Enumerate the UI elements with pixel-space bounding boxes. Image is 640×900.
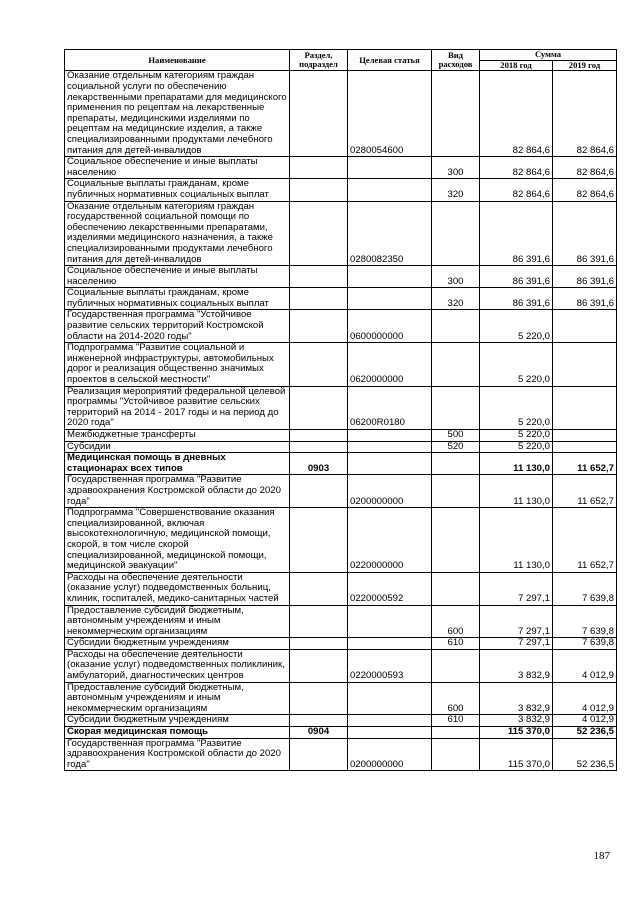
row-name: Предоставление субсидий бюджетным, автономным учреждениям и иным некоммерческим организациям — [65, 682, 290, 715]
header-target: Целевая статья — [348, 50, 432, 71]
table-row — [65, 453, 617, 475]
row-expense-type — [432, 572, 480, 605]
row-expense-type: 320 — [432, 288, 480, 310]
row-expense-type: 300 — [432, 157, 480, 179]
row-sum-2019: 86 391,6 — [553, 266, 617, 288]
row-target-article — [348, 715, 432, 727]
row-section — [290, 715, 348, 727]
row-sum-2018: 5 220,0 — [480, 310, 553, 343]
table-row — [65, 682, 617, 715]
row-sum-2019: 86 391,6 — [553, 201, 617, 266]
table-row — [65, 572, 617, 605]
row-section — [290, 201, 348, 266]
table-row — [65, 475, 617, 508]
row-expense-type — [432, 386, 480, 429]
row-section — [290, 179, 348, 201]
table-row — [65, 649, 617, 682]
table-row — [65, 638, 617, 650]
header-name: Наименование — [65, 50, 290, 71]
row-expense-type — [432, 649, 480, 682]
row-sum-2018: 11 130,0 — [480, 475, 553, 508]
row-sum-2018: 3 832,9 — [480, 649, 553, 682]
row-section — [290, 266, 348, 288]
row-expense-type — [432, 453, 480, 475]
row-sum-2019: 4 012,9 — [553, 682, 617, 715]
row-sum-2019 — [553, 310, 617, 343]
row-sum-2019: 82 864,6 — [553, 157, 617, 179]
row-expense-type — [432, 71, 480, 157]
table-row — [65, 71, 617, 157]
row-section — [290, 738, 348, 771]
row-sum-2018: 3 832,9 — [480, 715, 553, 727]
row-sum-2019: 52 236,5 — [553, 738, 617, 771]
row-name: Расходы на обеспечение деятельности (оказание услуг) подведомственных поликлиник, амбулаторий, диагностических центров — [65, 649, 290, 682]
table-row — [65, 179, 617, 201]
row-sum-2018: 115 370,0 — [480, 727, 553, 739]
row-sum-2019: 4 012,9 — [553, 715, 617, 727]
row-expense-type — [432, 727, 480, 739]
row-sum-2018: 3 832,9 — [480, 682, 553, 715]
row-name: Оказание отдельным категориям граждан государственной социальной помощи по обеспечению лекарственными препаратами, изделиями медицинского назначения, а также специализированными продуктами лечебного питания для детей-инвалидов — [65, 201, 290, 266]
row-section — [290, 649, 348, 682]
row-name: Скорая медицинская помощь — [65, 727, 290, 739]
row-section — [290, 386, 348, 429]
header-type: Вид расходов — [432, 50, 480, 71]
table-row — [65, 430, 617, 442]
row-section — [290, 430, 348, 442]
row-name: Социальное обеспечение и иные выплаты населению — [65, 266, 290, 288]
row-sum-2019: 11 652,7 — [553, 453, 617, 475]
row-target-article — [348, 288, 432, 310]
row-section — [290, 572, 348, 605]
row-sum-2018: 7 297,1 — [480, 605, 553, 638]
row-name: Субсидии бюджетным учреждениям — [65, 715, 290, 727]
row-target-article — [348, 727, 432, 739]
row-expense-type: 610 — [432, 638, 480, 650]
row-target-article: 0220000593 — [348, 649, 432, 682]
row-section — [290, 508, 348, 573]
row-name: Оказание отдельным категориям граждан социальной услуги по обеспечению лекарственными препаратами для медицинского применения по рецептам на лекарственные препараты, медицинскими изделиями по рецептам на медицинские изделия, а также специализированными продуктами лечебного питания для детей-инвалидов — [65, 71, 290, 157]
row-target-article: 0220000592 — [348, 572, 432, 605]
row-section: 0904 — [290, 727, 348, 739]
row-target-article — [348, 157, 432, 179]
row-sum-2018: 7 297,1 — [480, 638, 553, 650]
row-name: Подпрограмма "Совершенствование оказания специализированной, включая высокотехнологичную, медицинской помощи, скорой, в том числе скорой специализированной, медицинской помощи, медицинской эвакуации" — [65, 508, 290, 573]
row-expense-type — [432, 201, 480, 266]
row-target-article: 0600000000 — [348, 310, 432, 343]
row-expense-type — [432, 738, 480, 771]
row-name: Подпрограмма "Развитие социальной и инженерной инфраструктуры, автомобильных дорог и реализация общественно значимых проектов в сельской местности" — [65, 343, 290, 386]
row-expense-type: 600 — [432, 605, 480, 638]
row-target-article — [348, 266, 432, 288]
row-section: 0903 — [290, 453, 348, 475]
row-name: Субсидии — [65, 441, 290, 453]
table-row — [65, 288, 617, 310]
table-row — [65, 441, 617, 453]
row-target-article: 0200000000 — [348, 738, 432, 771]
row-expense-type: 320 — [432, 179, 480, 201]
row-name: Медицинская помощь в дневных стационарах всех типов — [65, 453, 290, 475]
budget-table — [64, 49, 617, 771]
row-sum-2018: 5 220,0 — [480, 430, 553, 442]
header-section: Раздел, подраздел — [290, 50, 348, 71]
row-target-article: 0220000000 — [348, 508, 432, 573]
row-section — [290, 475, 348, 508]
row-target-article: 0280054600 — [348, 71, 432, 157]
row-sum-2019: 4 012,9 — [553, 649, 617, 682]
row-name: Государственная программа "Развитие здравоохранения Костромской области до 2020 года" — [65, 475, 290, 508]
table-row — [65, 343, 617, 386]
row-sum-2018: 5 220,0 — [480, 343, 553, 386]
row-sum-2019: 86 391,6 — [553, 288, 617, 310]
row-target-article — [348, 638, 432, 650]
row-expense-type: 610 — [432, 715, 480, 727]
row-sum-2019: 82 864,6 — [553, 179, 617, 201]
table-row — [65, 605, 617, 638]
row-expense-type: 600 — [432, 682, 480, 715]
row-sum-2019 — [553, 386, 617, 429]
row-name: Расходы на обеспечение деятельности (оказание услуг) подведомственных больниц, клиник, госпиталей, медико-санитарных частей — [65, 572, 290, 605]
table-row — [65, 266, 617, 288]
row-target-article: 0620000000 — [348, 343, 432, 386]
row-expense-type — [432, 310, 480, 343]
row-section — [290, 71, 348, 157]
row-target-article — [348, 605, 432, 638]
table-row — [65, 727, 617, 739]
row-sum-2019: 11 652,7 — [553, 508, 617, 573]
row-sum-2018: 86 391,6 — [480, 288, 553, 310]
row-target-article — [348, 430, 432, 442]
row-name: Государственная программа "Устойчивое развитие сельских территорий Костромской области на 2014-2020 годы" — [65, 310, 290, 343]
row-section — [290, 288, 348, 310]
row-expense-type: 520 — [432, 441, 480, 453]
row-section — [290, 441, 348, 453]
row-target-article: 0280082350 — [348, 201, 432, 266]
table-row — [65, 386, 617, 429]
row-section — [290, 638, 348, 650]
row-section — [290, 157, 348, 179]
table-row — [65, 715, 617, 727]
row-name: Социальные выплаты гражданам, кроме публичных нормативных социальных выплат — [65, 179, 290, 201]
row-sum-2018: 11 130,0 — [480, 508, 553, 573]
row-sum-2018: 115 370,0 — [480, 738, 553, 771]
header-year-2019: 2019 год — [553, 61, 617, 71]
row-sum-2019: 7 639,8 — [553, 638, 617, 650]
row-expense-type — [432, 508, 480, 573]
row-sum-2018: 82 864,6 — [480, 157, 553, 179]
row-name: Межбюджетные трансферты — [65, 430, 290, 442]
table-row — [65, 738, 617, 771]
row-sum-2019: 82 864,6 — [553, 71, 617, 157]
header-year-2018: 2018 год — [480, 61, 553, 71]
row-name: Субсидии бюджетным учреждениям — [65, 638, 290, 650]
row-name: Социальные выплаты гражданам, кроме публичных нормативных социальных выплат — [65, 288, 290, 310]
row-target-article — [348, 441, 432, 453]
row-sum-2018: 86 391,6 — [480, 201, 553, 266]
row-name: Предоставление субсидий бюджетным, автономным учреждениям и иным некоммерческим организациям — [65, 605, 290, 638]
row-expense-type: 500 — [432, 430, 480, 442]
row-sum-2019 — [553, 343, 617, 386]
table-body — [65, 71, 617, 771]
row-sum-2018: 82 864,6 — [480, 71, 553, 157]
row-sum-2019: 7 639,8 — [553, 605, 617, 638]
row-sum-2018: 82 864,6 — [480, 179, 553, 201]
row-target-article: 06200R0180 — [348, 386, 432, 429]
row-section — [290, 310, 348, 343]
row-sum-2019: 11 652,7 — [553, 475, 617, 508]
row-sum-2018: 5 220,0 — [480, 386, 553, 429]
table-row — [65, 157, 617, 179]
row-sum-2019 — [553, 441, 617, 453]
row-section — [290, 343, 348, 386]
row-target-article: 0200000000 — [348, 475, 432, 508]
table-row — [65, 508, 617, 573]
row-sum-2018: 86 391,6 — [480, 266, 553, 288]
header-sum: Сумма — [480, 50, 617, 61]
row-expense-type — [432, 475, 480, 508]
row-expense-type — [432, 343, 480, 386]
row-name: Социальное обеспечение и иные выплаты населению — [65, 157, 290, 179]
table-row — [65, 201, 617, 266]
row-sum-2018: 11 130,0 — [480, 453, 553, 475]
row-target-article — [348, 179, 432, 201]
row-sum-2019: 52 236,5 — [553, 727, 617, 739]
row-name: Реализация мероприятий федеральной целевой программы "Устойчивое развитие сельских территорий на 2014 - 2017 годы и на период до 2020 года" — [65, 386, 290, 429]
row-section — [290, 605, 348, 638]
row-section — [290, 682, 348, 715]
row-sum-2018: 7 297,1 — [480, 572, 553, 605]
table-row — [65, 310, 617, 343]
table-header — [65, 50, 617, 71]
page-number: 187 — [593, 850, 610, 862]
row-sum-2019: 7 639,8 — [553, 572, 617, 605]
row-expense-type: 300 — [432, 266, 480, 288]
row-target-article — [348, 453, 432, 475]
row-name: Государственная программа "Развитие здравоохранения Костромской области до 2020 года" — [65, 738, 290, 771]
row-sum-2019 — [553, 430, 617, 442]
row-target-article — [348, 682, 432, 715]
row-sum-2018: 5 220,0 — [480, 441, 553, 453]
